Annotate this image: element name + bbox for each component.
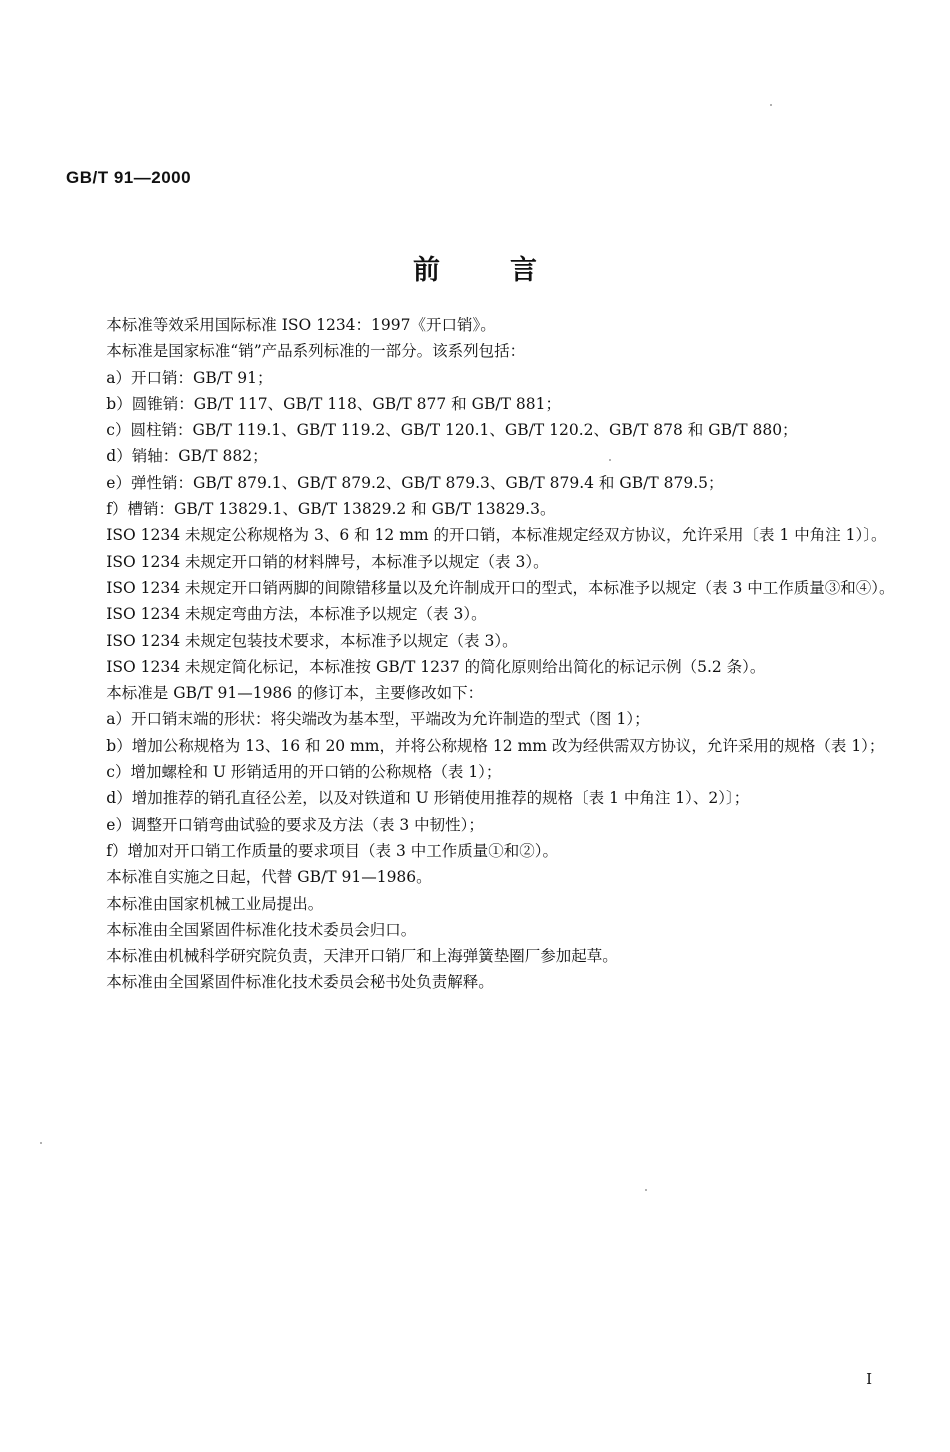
list-item: a）开口销末端的形状：将尖端改为基本型，平端改为允许制造的型式（图 1）；: [106, 710, 650, 729]
list-item: c）增加螺栓和 U 形销适用的开口销的公称规格（表 1）；: [106, 763, 502, 782]
list-item: e）调整开口销弯曲试验的要求及方法（表 3 中韧性）；: [106, 815, 484, 834]
paragraph: ISO 1234 未规定包装技术要求，本标准予以规定（表 3）。: [106, 631, 518, 650]
page-title: 前言: [413, 255, 607, 286]
paragraph: ISO 1234 未规定公称规格为 3、6 和 12 mm 的开口销，本标准规定经双方协议，允许采用〔表 1 中角注 1）〕。: [106, 526, 887, 545]
list-item: d）增加推荐的销孔直径公差，以及对铁道和 U 形销使用推荐的规格〔表 1 中角注 1）、2）〕；: [106, 789, 750, 808]
page-number: I: [866, 1370, 872, 1388]
scan-speck: [609, 459, 611, 461]
paragraph: 本标准由机械科学研究院负责，天津开口销厂和上海弹簧垫圈厂参加起草。: [106, 947, 618, 966]
paragraph: ISO 1234 未规定开口销的材料牌号，本标准予以规定（表 3）。: [106, 552, 549, 571]
paragraph: 本标准由国家机械工业局提出。: [106, 894, 324, 913]
paragraph: 本标准是 GB/T 91—1986 的修订本，主要修改如下：: [106, 684, 484, 703]
paragraph: 本标准由全国紧固件标准化技术委员会归口。: [106, 920, 417, 939]
paragraph: 本标准自实施之日起，代替 GB/T 91—1986。: [106, 868, 432, 887]
list-item: e）弹性销：GB/T 879.1、GB/T 879.2、GB/T 879.3、GB/T 879.4 和 GB/T 879.5；: [106, 473, 724, 492]
list-item: f）槽销：GB/T 13829.1、GB/T 13829.2 和 GB/T 13829.3。: [106, 500, 556, 519]
scan-speck: [40, 1142, 42, 1144]
foreword-body: [66, 312, 896, 996]
list-item: b）圆锥销：GB/T 117、GB/T 118、GB/T 877 和 GB/T 881；: [106, 394, 561, 413]
list-item: b）增加公称规格为 13、16 和 20 mm，并将公称规格 12 mm 改为经供需双方协议，允许采用的规格（表 1）；: [106, 736, 885, 755]
list-item: f）增加对开口销工作质量的要求项目（表 3 中工作质量①和②）。: [106, 841, 559, 860]
paragraph: 本标准是国家标准“销”产品系列标准的一部分。该系列包括：: [106, 342, 526, 361]
scan-speck: [645, 1189, 647, 1191]
paragraph: ISO 1234 未规定简化标记，本标准按 GB/T 1237 的简化原则给出简化的标记示例（5.2 条）。: [106, 657, 766, 676]
paragraph: 本标准由全国紧固件标准化技术委员会秘书处负责解释。: [106, 973, 494, 992]
list-item: a）开口销：GB/T 91；: [106, 368, 273, 387]
list-item: c）圆柱销：GB/T 119.1、GB/T 119.2、GB/T 120.1、GB/T 120.2、GB/T 878 和 GB/T 880；: [106, 421, 798, 440]
paragraph: ISO 1234 未规定弯曲方法，本标准予以规定（表 3）。: [106, 605, 487, 624]
scan-speck: [770, 104, 772, 106]
paragraph: 本标准等效采用国际标准 ISO 1234：1997《开口销》。: [106, 316, 496, 334]
list-item: d）销轴：GB/T 882；: [106, 447, 268, 466]
paragraph: ISO 1234 未规定开口销两脚的间隙错移量以及允许制成开口的型式，本标准予以规定（表 3 中工作质量③和④）。: [106, 578, 895, 597]
standard-number: GB/T 91—2000: [66, 168, 192, 187]
